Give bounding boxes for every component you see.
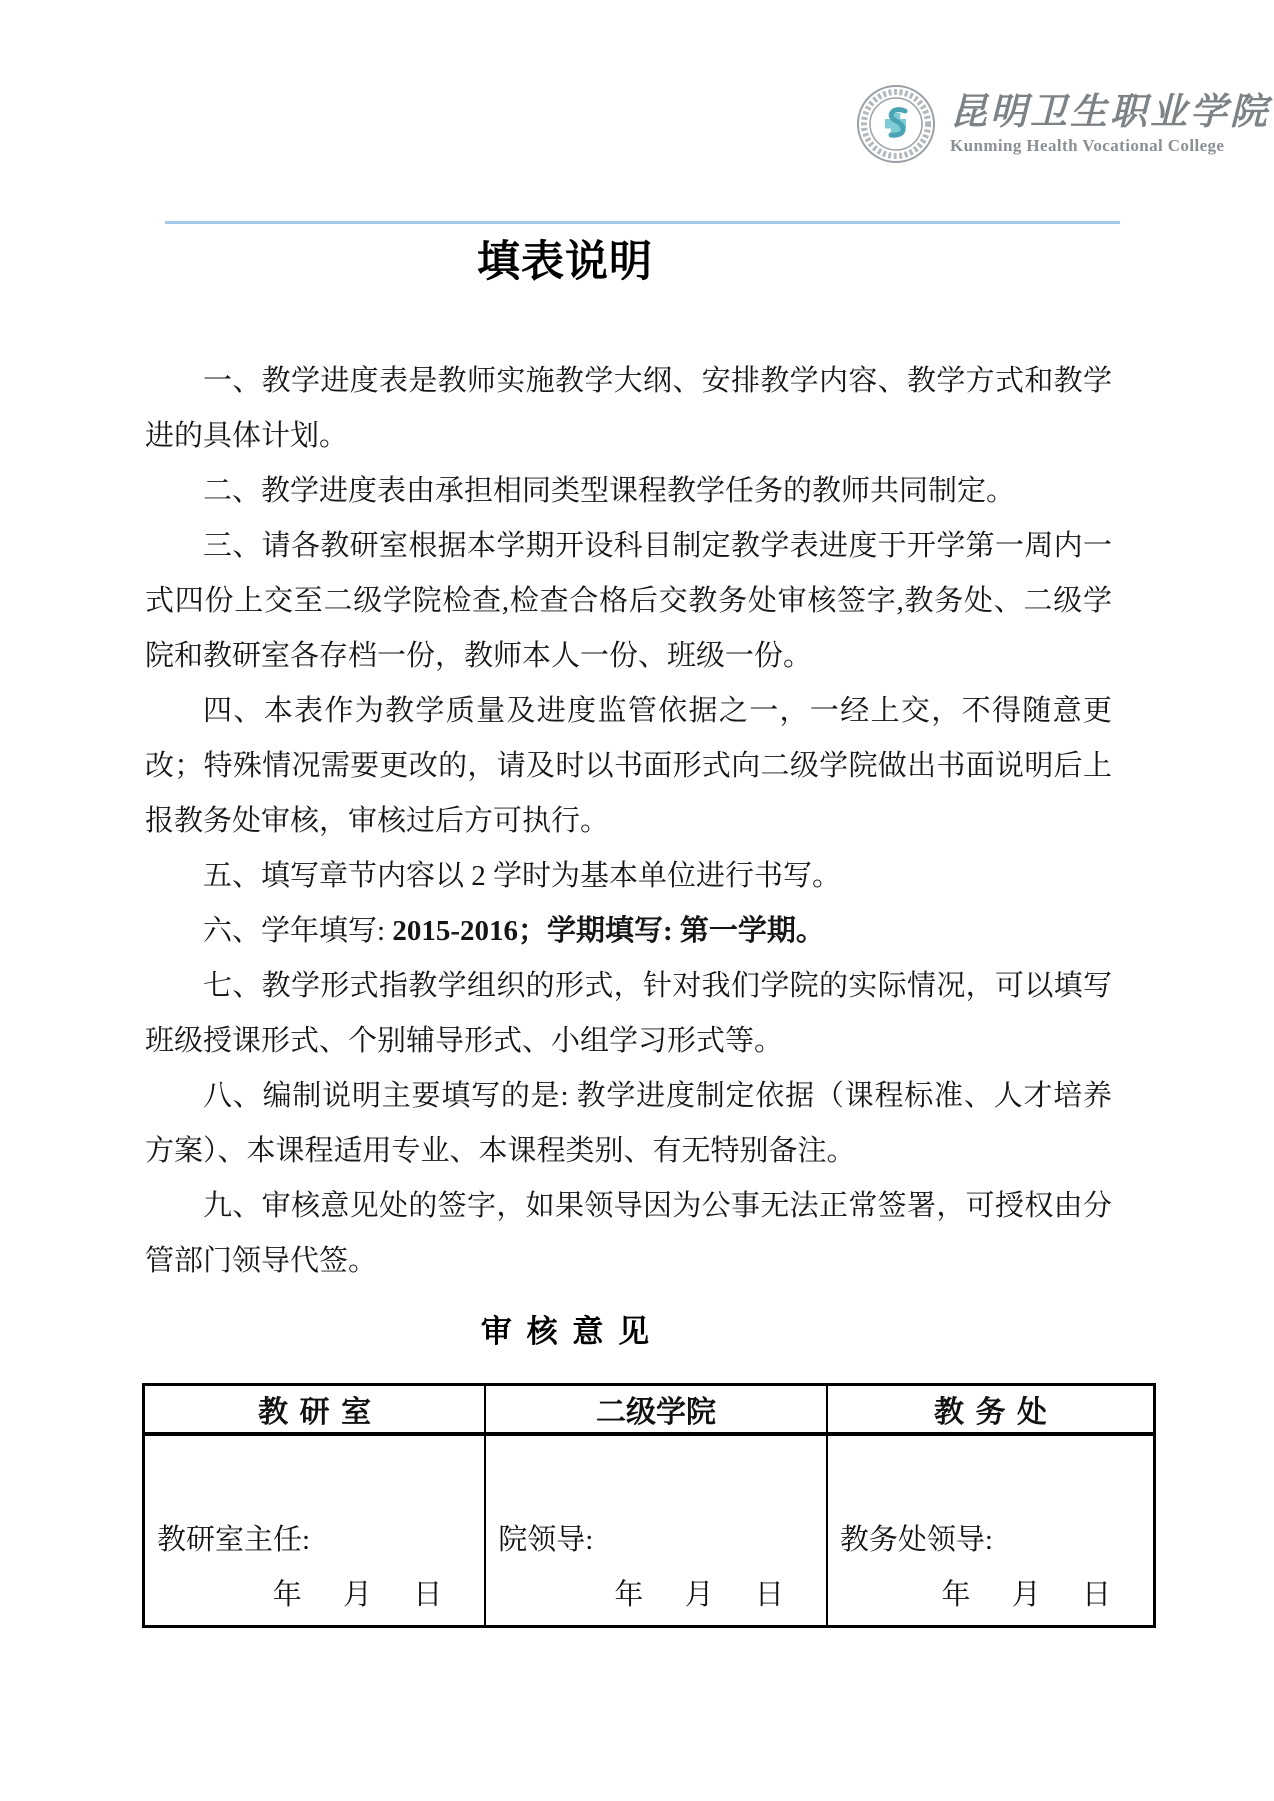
- column-header-academic-affairs-office: 教 务 处: [827, 1385, 1155, 1434]
- signature-cell-academic-affairs-office: [827, 1434, 1155, 1627]
- instruction-paragraph-2: 二、教学进度表由承担相同类型课程教学任务的教师共同制定。: [203, 475, 1016, 507]
- instruction-paragraph-6: [145, 904, 1112, 959]
- date-placeholder: 年 月 日: [941, 1579, 1111, 1611]
- signature-cell-teaching-research-office: [144, 1434, 486, 1627]
- instruction-paragraph-7: 七、教学形式指教学组织的形式，针对我们学院的实际情况，可以填写班级授课形式、个别辅导形式、小组学习形式等。: [145, 970, 1112, 1057]
- review-table-header-row: [144, 1385, 1155, 1434]
- letterhead: [856, 84, 1270, 164]
- page-title: 填表说明: [477, 239, 653, 286]
- signer-label: 院领导:: [498, 1524, 594, 1556]
- date-placeholder: 年 月 日: [614, 1579, 784, 1611]
- instructions-section: [145, 354, 1112, 1289]
- header-divider-rule: [165, 221, 1120, 224]
- college-name-zh: 昆明卫生职业学院: [950, 91, 1270, 133]
- signer-label: 教务处领导:: [839, 1524, 993, 1556]
- review-table-signature-row: [144, 1434, 1155, 1627]
- review-opinions-heading: 审 核 意 见: [480, 1314, 650, 1349]
- signer-label: 教研室主任:: [157, 1524, 311, 1556]
- instruction-paragraph-6-bold: 2015-2016；学期填写: 第一学期。: [392, 915, 825, 947]
- instruction-paragraph-6-prefix: 六、学年填写:: [203, 915, 393, 947]
- instruction-paragraph-9: 九、审核意见处的签字，如果领导因为公事无法正常签署，可授权由分管部门领导代签。: [145, 1190, 1112, 1277]
- review-opinions-table: [142, 1383, 1156, 1628]
- instruction-paragraph-4: 四、本表作为教学质量及进度监管依据之一，一经上交，不得随意更改；特殊情况需要更改的，请及时以书面形式向二级学院做出书面说明后上报教务处审核，审核过后方可执行。: [145, 695, 1112, 837]
- instruction-paragraph-3: 三、请各教研室根据本学期开设科目制定教学表进度于开学第一周内一式四份上交至二级学院检查,检查合格后交教务处审核签字,教务处、二级学院和教研室各存档一份，教师本人一份、班级一份。: [145, 530, 1112, 672]
- instruction-paragraph-5: 五、填写章节内容以 2 学时为基本单位进行书写。: [203, 860, 842, 892]
- date-placeholder: 年 月 日: [272, 1579, 443, 1611]
- college-logo-seal: [856, 84, 936, 164]
- column-header-teaching-research-office: 教 研 室: [144, 1385, 486, 1434]
- instruction-paragraph-8: 八、编制说明主要填写的是: 教学进度制定依据（课程标准、人才培养方案）、本课程适用专业、本课程类别、有无特别备注。: [145, 1080, 1112, 1167]
- column-header-secondary-college: 二级学院: [485, 1385, 827, 1434]
- signature-cell-secondary-college: [485, 1434, 827, 1627]
- instruction-paragraph-1: 一、教学进度表是教师实施教学大纲、安排教学内容、教学方式和教学进的具体计划。: [145, 365, 1112, 452]
- logo-text-block: [950, 93, 1270, 156]
- college-name-en: Kunming Health Vocational College: [950, 135, 1225, 155]
